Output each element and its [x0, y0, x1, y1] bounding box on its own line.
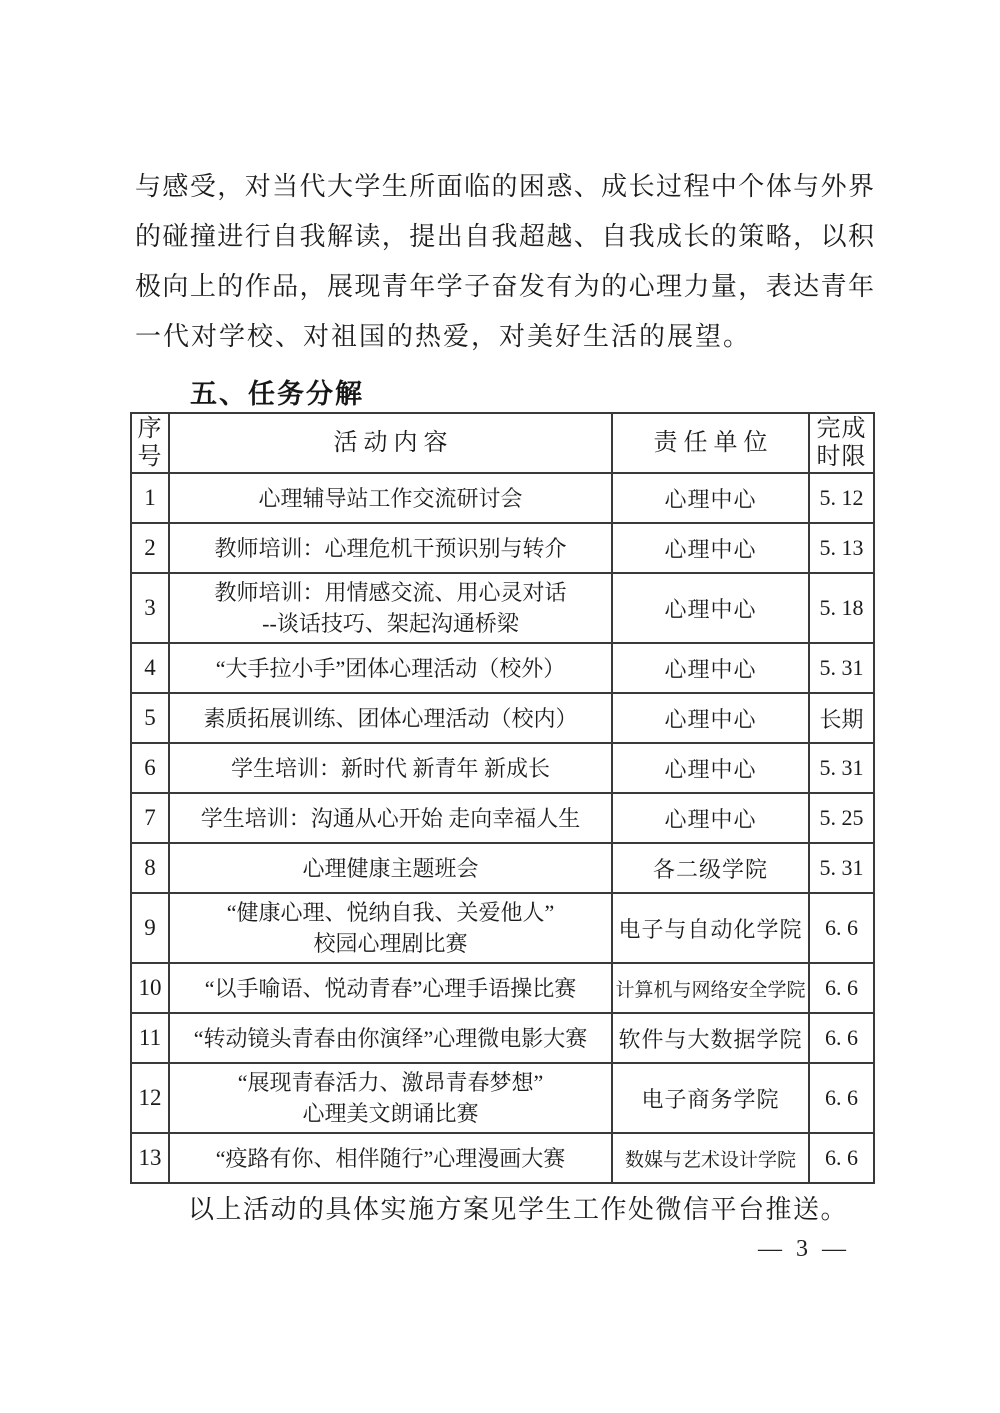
row-activity: [169, 473, 612, 523]
row-activity: [169, 523, 612, 573]
row-no: 2: [131, 523, 169, 573]
table-row: [131, 743, 874, 793]
section-heading: 五、任务分解: [190, 379, 364, 409]
row-unit: 数媒与艺术设计学院: [612, 1133, 809, 1183]
row-deadline: 5. 13: [809, 523, 874, 573]
table-row: [131, 693, 874, 743]
table-row: [131, 643, 874, 693]
activity-text: “展现青春活力、激昂青春梦想”: [237, 1070, 544, 1095]
row-no: 11: [131, 1013, 169, 1063]
activity-text: 心理辅导站工作交流研讨会: [258, 485, 523, 511]
body-paragraph: [135, 162, 875, 362]
row-no: 10: [131, 963, 169, 1013]
footer-note: 以上活动的具体实施方案见学生工作处微信平台推送。: [188, 1195, 849, 1224]
activity-text: “以手喻语、悦动青春”心理手语操比赛: [204, 975, 577, 1001]
row-unit: 各二级学院: [612, 843, 809, 893]
row-unit: 心理中心: [612, 693, 809, 743]
table-row: [131, 963, 874, 1013]
row-unit: 电子与自动化学院: [612, 893, 809, 963]
row-deadline: 5. 31: [809, 643, 874, 693]
table-header-row: [131, 413, 874, 473]
row-deadline: 6. 6: [809, 963, 874, 1013]
row-deadline: 5. 18: [809, 573, 874, 643]
row-activity: [169, 643, 612, 693]
activity-text: “健康心理、悦纳自我、关爱他人”: [226, 900, 555, 925]
activity-text: 素质拓展训练、团体心理活动（校内）: [203, 705, 578, 731]
row-unit: 计算机与网络安全学院: [612, 963, 809, 1013]
activity-text-line2: 心理美文朗诵比赛: [302, 1101, 479, 1126]
table-row: [131, 1133, 874, 1183]
row-unit: 心理中心: [612, 523, 809, 573]
row-no: 3: [131, 573, 169, 643]
row-no: 4: [131, 643, 169, 693]
row-deadline: 5. 31: [809, 843, 874, 893]
row-activity: [169, 843, 612, 893]
row-no: 12: [131, 1063, 169, 1133]
activity-text: 学生培训：新时代 新青年 新成长: [230, 755, 550, 781]
row-deadline: 5. 12: [809, 473, 874, 523]
row-activity: [169, 963, 612, 1013]
row-deadline: 6. 6: [809, 1013, 874, 1063]
paragraph-line: 的碰撞进行自我解读，提出自我超越、自我成长的策略，以积: [135, 222, 875, 251]
table-row: [131, 1013, 874, 1063]
row-no: 1: [131, 473, 169, 523]
row-no: 13: [131, 1133, 169, 1183]
row-no: 8: [131, 843, 169, 893]
activity-text: “大手拉小手”团体心理活动（校外）: [215, 655, 566, 681]
row-activity: [169, 1133, 612, 1183]
row-no: 5: [131, 693, 169, 743]
page-number: — 3 —: [758, 1236, 850, 1262]
row-activity: [169, 1063, 612, 1133]
row-unit: 心理中心: [612, 743, 809, 793]
header-deadline: 完成时限: [809, 413, 874, 473]
header-no: 序号: [131, 413, 169, 473]
row-deadline: 6. 6: [809, 1133, 874, 1183]
row-no: 6: [131, 743, 169, 793]
activity-text: 教师培训：心理危机干预识别与转介: [214, 535, 567, 561]
row-activity: [169, 893, 612, 963]
activity-text: “疫路有你、相伴随行”心理漫画大赛: [215, 1145, 566, 1171]
row-unit: 心理中心: [612, 643, 809, 693]
row-activity: [169, 1013, 612, 1063]
table-row: [131, 793, 874, 843]
row-unit: 心理中心: [612, 473, 809, 523]
row-deadline: 5. 25: [809, 793, 874, 843]
paragraph-line: 极向上的作品，展现青年学子奋发有为的心理力量，表达青年: [135, 272, 875, 301]
activity-text-line2: --谈话技巧、架起沟通桥梁: [262, 611, 519, 636]
row-activity: [169, 693, 612, 743]
activity-text-line2: 校园心理剧比赛: [313, 931, 468, 956]
row-deadline: 6. 6: [809, 1063, 874, 1133]
row-activity: [169, 573, 612, 643]
row-deadline: 5. 31: [809, 743, 874, 793]
activity-text: 心理健康主题班会: [302, 855, 479, 881]
row-unit: 心理中心: [612, 793, 809, 843]
activity-text: “转动镜头青春由你演绎”心理微电影大赛: [193, 1025, 588, 1051]
table-row: [131, 893, 874, 963]
row-activity: [169, 743, 612, 793]
table-row: [131, 473, 874, 523]
table-row: [131, 1063, 874, 1133]
header-unit: 责任单位: [612, 413, 809, 473]
table-row: [131, 523, 874, 573]
header-activity: 活动内容: [169, 413, 612, 473]
task-table: [130, 412, 875, 1184]
row-deadline: 长期: [809, 693, 874, 743]
row-no: 9: [131, 893, 169, 963]
row-unit: 电子商务学院: [612, 1063, 809, 1133]
table-row: [131, 843, 874, 893]
activity-text: 学生培训：沟通从心开始 走向幸福人生: [200, 805, 581, 831]
row-activity: [169, 793, 612, 843]
paragraph-line: 与感受，对当代大学生所面临的困惑、成长过程中个体与外界: [135, 172, 875, 201]
paragraph-line: 一代对学校、对祖国的热爱，对美好生活的展望。: [135, 322, 752, 351]
row-unit: 心理中心: [612, 573, 809, 643]
row-unit: 软件与大数据学院: [612, 1013, 809, 1063]
table-row: [131, 573, 874, 643]
activity-text: 教师培训：用情感交流、用心灵对话: [214, 580, 567, 605]
row-deadline: 6. 6: [809, 893, 874, 963]
row-no: 7: [131, 793, 169, 843]
